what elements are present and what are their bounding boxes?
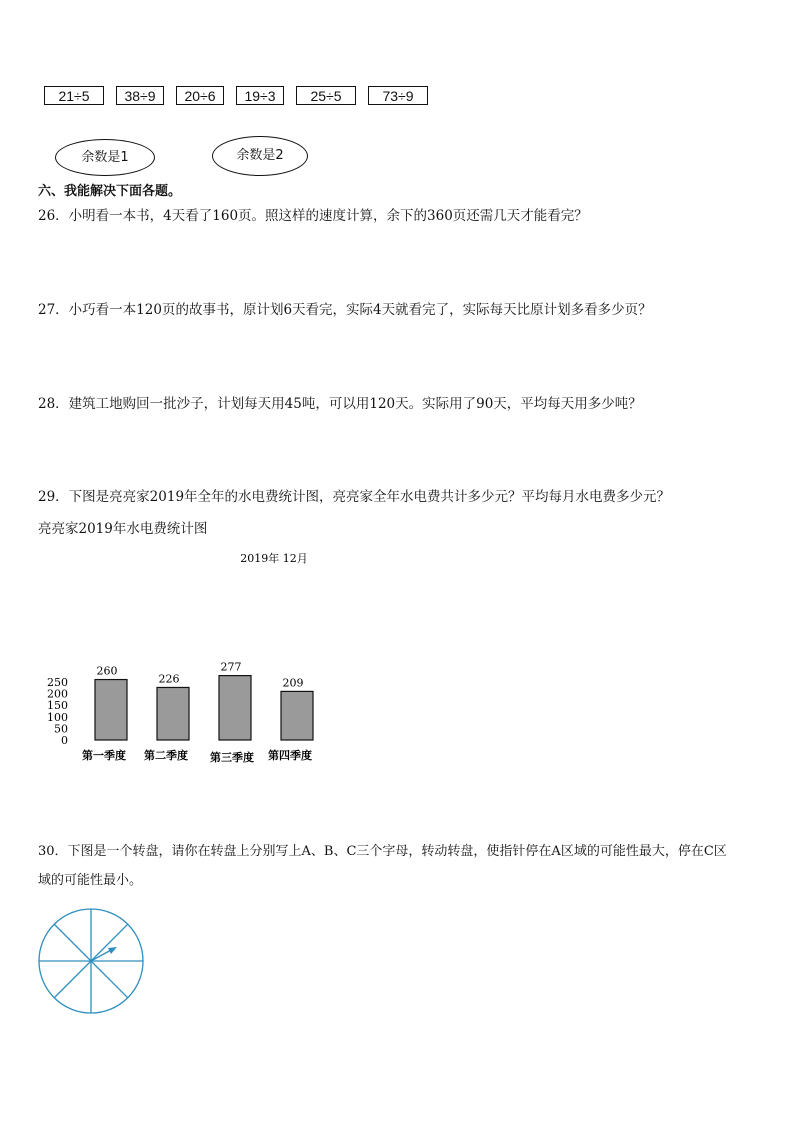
- bar-value-label: 277: [220, 660, 242, 674]
- question-30-line-1: 30．下图是一个转盘，请你在转盘上分别写上A、B、C三个字母，转动转盘，使指针停在A区域的可能性最大，停在C区: [38, 844, 727, 859]
- remainder-oval-2: 余数是2: [212, 136, 308, 176]
- bar-chart: [38, 545, 358, 770]
- question-27: 27．小巧看一本120页的故事书，原计划6天看完，实际4天就看完了，实际每天比原计划多看多少页？: [38, 302, 652, 318]
- bar-value-label: 260: [96, 664, 118, 678]
- question-26: 26．小明看一本书，4天看了160页。照这样的速度计算，余下的360页还需几天才能看完？: [38, 208, 588, 224]
- bar-value-label: 226: [158, 672, 180, 686]
- y-tick-label: 150: [47, 699, 68, 713]
- expression-box-3: 20÷6: [176, 86, 224, 105]
- question-30-line-2: 域的可能性最小。: [38, 873, 143, 888]
- spinner-wheel: [35, 908, 151, 1016]
- y-tick-label: 0: [61, 734, 68, 747]
- question-28: 28．建筑工地购回一批沙子，计划每天用45吨，可以用120天。实际用了90天，平均每天用多少吨？: [38, 396, 642, 412]
- bar-value-label: 209: [282, 676, 304, 690]
- y-tick-label: 100: [47, 710, 68, 724]
- bar: [157, 687, 189, 740]
- expression-box-1: 21÷5: [44, 86, 104, 105]
- remainder-oval-1: 余数是1: [55, 139, 155, 176]
- x-category-label: 第一季度: [82, 749, 126, 762]
- question-29: 29．下图是亮亮家2019年全年的水电费统计图，亮亮家全年水电费共计多少元？平均每月水电费多少元？: [38, 489, 671, 505]
- bar: [95, 680, 127, 740]
- chart-caption: 亮亮家2019年水电费统计图: [38, 521, 208, 537]
- spinner-arrow-head: [108, 947, 117, 954]
- y-tick-label: 250: [47, 675, 68, 689]
- y-tick-label: 50: [54, 722, 68, 736]
- expression-box-5: 25÷5: [296, 86, 356, 105]
- expression-box-2: 38÷9: [116, 86, 164, 105]
- x-category-label: 第三季度: [210, 751, 254, 764]
- expression-box-4: 19÷3: [236, 86, 284, 105]
- expression-box-6: 73÷9: [368, 86, 428, 105]
- bar: [219, 676, 251, 740]
- x-category-label: 第四季度: [268, 749, 312, 762]
- y-tick-label: 200: [47, 687, 68, 701]
- bar: [281, 691, 313, 740]
- chart-title: 2019年 12月: [240, 552, 308, 565]
- section-title: 六、我能解决下面各题。: [38, 184, 182, 199]
- x-category-label: 第二季度: [144, 749, 188, 762]
